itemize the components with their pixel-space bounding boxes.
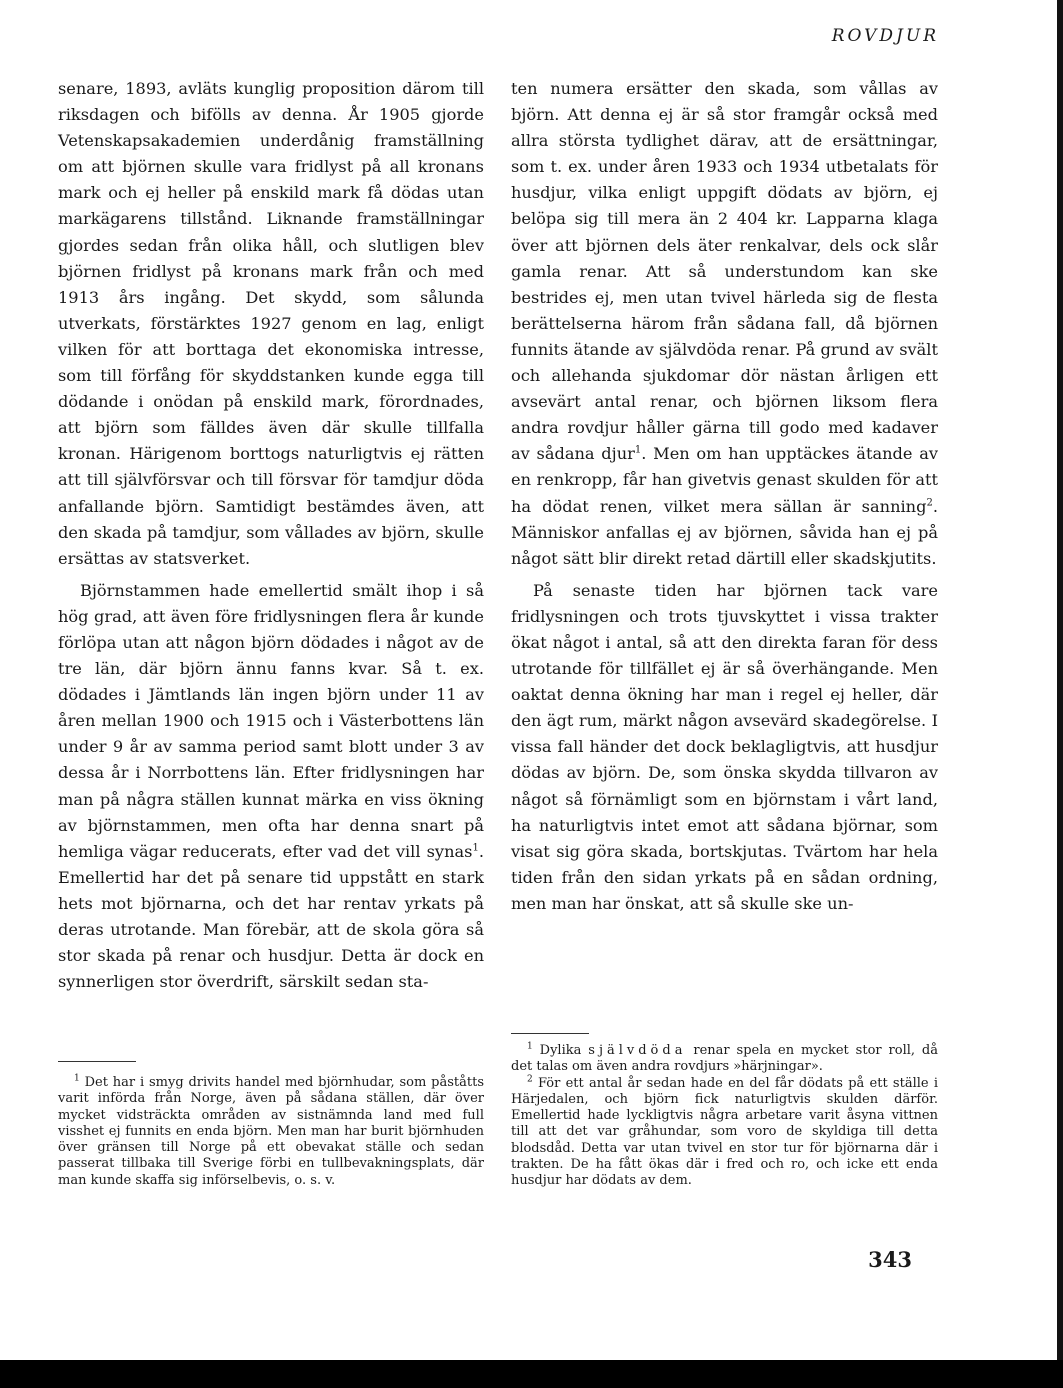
footnote-spaced-word: självdöda xyxy=(588,1043,687,1058)
footnote-ref-r2: 2 xyxy=(926,497,933,509)
right-paragraph-2: På senaste tiden har björnen tack vare fridlysningen och trots tjuvskyttet i vissa trakter ökat något i antal, så att den direkta faran för dess utrotande för tillfället ej är så överhängande. Men oaktat denna ökning har man i regel ej heller, där den ägt rum, märkt någon avsevärd skadegörelse. I vissa fall händer det dock beklagligtvis, att husdjur dödas av björn. De, som önska skydda tillvaron av något så förnämligt som en björnstam i vårt land, ha naturligtvis intet emot att sådana björnar, som visat sig göra skada, bortskjutas. Tvärtom har hela tiden från den sidan yrkats på en sådan ordning, men man har önskat, att så skulle ske un- xyxy=(511,580,938,913)
left-p2-text-a: Björnstammen hade emellertid smält ihop i så hög grad, att även före fridlysningen flera år kunde förlöpa utan att någon björn dödades i något av de tre län, där björn ännu fanns kvar. Så t. ex. dödades i Jämtlands län ingen björn under 11 av åren mellan 1900 och 1915 och i Västerbottens län under 9 år av samma period samt blott under 3 av dessa år i Norrbottens län. Efter fridlysningen har man på några ställen kunnat märka en viss ökning av björnstammen, men ofta har denna snart på hemliga vägar reducerats, efter vad det vill synas xyxy=(58,580,484,861)
footnote-rule-right xyxy=(511,1033,589,1034)
page-number: 343 xyxy=(868,1247,912,1272)
footnote-ref-r1: 1 xyxy=(634,444,642,456)
right-column xyxy=(511,76,938,917)
left-paragraph-1: senare, 1893, avläts kunglig proposition därom till riksdagen och bifölls av denna. År 1905 gjorde Vetenskapsakademien underdånig framställning om att björnen skulle vara fridlyst på all kronans mark och ej heller på enskild mark få dödas utan markägarens tillstånd. Liknande framställningar gjordes sedan från olika håll, och slutligen blev björnen fridlyst på kronans mark från och med 1913 års ingång. Det skydd, som sålunda utverkats, förstärktes 1927 genom en lag, enligt vilken för att borttaga det ekonomiska intresse, som till förfång för skyddstanken kunde egga till dödande i onödan på enskild mark, förordnades, att björn som fälldes även där skulle tillfalla kronan. Härigenom borttogs naturligtvis ej rätten att till självförsvar och till försvar för tamdjur döda anfallande björn. Samtidigt bestämdes även, att den skada på tamdjur, som vållades av björn, skulle ersättas av statsverket. xyxy=(58,79,484,568)
page-edge-bottom xyxy=(0,1360,1063,1388)
footnotes-left xyxy=(58,1075,484,1189)
right-p1-text-a: ten numera ersätter den skada, som vållas av björn. Att denna ej är så stor framgår också med allra största tydlighet därav, att de ersättningar, som t. ex. under åren 1933 och 1934 utbetalats för husdjur, vilka enligt uppgift dödats av björn, ej belöpa sig till mera än 2 404 kr. Lapparna klaga över att björnen dels äter renkalvar, dels ock slår gamla renar. Att så understundom kan ske bestrides ej, men utan tvivel härleda sig de flesta berättelserna härom från sådana fall, då björnen funnits ätande av självdöda renar. På grund av svält och allehanda sjukdomar dör nästan årligen ett avsevärt antal renar, och björnen liksom flera andra rovdjur håller gärna till godo med kadaver av sådana djur xyxy=(511,79,938,464)
running-head: ROVDJUR xyxy=(831,26,939,46)
right-p1-text-c: . Människor anfallas ej av björnen, såvida han ej på något sätt blir direkt retad därtill eller skadskjutits. xyxy=(511,496,938,568)
footnotes-right xyxy=(511,1043,938,1190)
page-edge-right xyxy=(1057,0,1063,1360)
footnote-text-b: renar spela en mycket stor roll, då det talas om även andra rovdjurs »härjningar». xyxy=(511,1043,939,1075)
footnote-mark: 1 xyxy=(74,1073,80,1084)
footnote-text: Det har i smyg drivits handel med björnhudar, som påståtts varit införda från Norge, även på sådana ställen, där över mycket vidsträckta områden av sistnämnda land med full visshet ej funnits en enda björn. Men man har burit björnhuden över gränsen till Norge på ett obevakat ställe och sedan passerat tillbaka till Sverige förbi en tullbevakningsplats, där man kunde skaffa sig införselbevis, o. s. v. xyxy=(58,1075,484,1188)
footnote-rule-left xyxy=(58,1061,136,1062)
footnote-mark: 1 xyxy=(527,1041,533,1052)
footnote-ref-1: 1 xyxy=(472,842,479,854)
footnote-right-1 xyxy=(511,1043,938,1076)
left-p2-text-b: . Emellertid har det på senare tid uppstått en stark hets mot björnarna, och det har rentav yrkats på deras utrotande. Man förebär, att de skola göra så stor skada på renar och husdjur. Detta är dock en synnerligen stor överdrift, särskilt sedan sta- xyxy=(58,841,484,992)
footnote-text-a: Dylika xyxy=(539,1043,589,1058)
footnote-right-2 xyxy=(511,1076,938,1190)
right-paragraph-1 xyxy=(511,76,938,572)
left-column xyxy=(58,76,484,995)
footnote-left-1 xyxy=(58,1075,484,1189)
footnote-mark: 2 xyxy=(527,1074,533,1085)
right-p1-text-b: . Men om han upptäckes ätande av en renkropp, får han givetvis genast skulden för att ha dödat renen, vilket mera sällan är sanning xyxy=(511,444,938,516)
footnote-text: För ett antal år sedan hade en del får dödats på ett ställe i Härjedalen, och björn fick naturligtvis skulden därför. Emellertid hade lyckligtvis några arbetare varit åsyna vittnen till att det var gråhundar, som voro de skyldiga till detta blodsdåd. Detta var utan tvivel en stor tur för björnarna där i trakten. De ha fått ökas där i fred och ro, och icke ett enda husdjur har dödats av dem. xyxy=(511,1075,938,1189)
left-paragraph-2 xyxy=(58,578,484,996)
